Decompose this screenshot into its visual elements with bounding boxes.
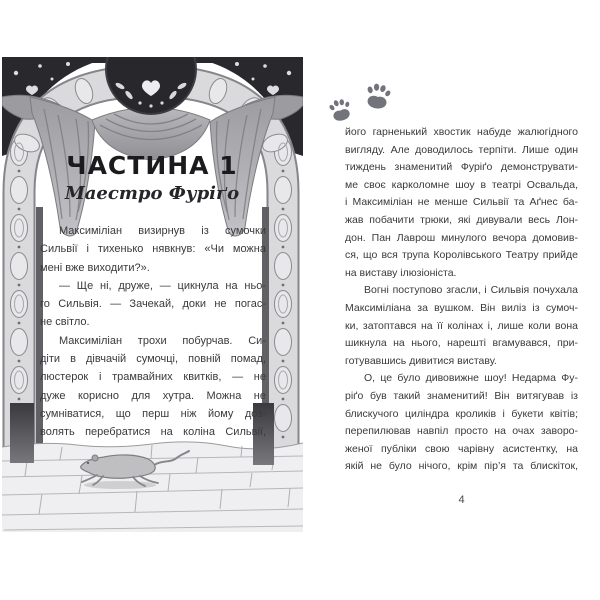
text-line: ки, затоптався на її колінах і, лише коли вона (345, 319, 578, 332)
paragraph (345, 282, 578, 370)
page-number: 4 (458, 494, 465, 506)
text-line: ріґо був такий знаменитий! Він витягував із (345, 389, 578, 402)
text-line: вигляду. Але доводилось терпіти. Лише один (345, 143, 578, 156)
right-page-text (345, 124, 578, 476)
text-line: Максиміліан трохи побурчав. Си- (59, 334, 266, 347)
text-line: Максиміліана за вушком. Він виліз із сумоч- (345, 301, 578, 314)
left-page-text (40, 222, 266, 442)
top-medallion (106, 57, 196, 114)
text-line: Максиміліан визирнув із сумочки (59, 225, 266, 237)
mouse-ear (92, 455, 98, 461)
text-line: ме своє карколомне шоу в театрі Освальда, (345, 178, 578, 191)
text-line: ся, що вся трупа Королівського Театру прийде (345, 249, 578, 262)
text-line: дон. Пан Лаврош минулого вечора домовив- (345, 231, 578, 244)
text-line: і Максиміліан не менше Сильвії та Аґнес ба- (345, 196, 578, 209)
text-line: мені вже виходити?». (40, 261, 150, 274)
text-line: на виставу ілюзіоніста. (345, 266, 457, 279)
text-line: шикнула на нього, нарешті вгамувався, при- (345, 337, 578, 350)
text-line: го Сильвія. — Зачекай, доки не погас- (40, 298, 266, 311)
mouse-eye (87, 462, 89, 464)
paragraph (345, 124, 578, 282)
text-line: женої публіки свою чарівну асистентку, на (345, 442, 578, 455)
text-line: Сильвії і тихенько нявкнув: «Чи можна (40, 243, 266, 256)
text-line: якій не було нічого, крім пір’я та блискіток, (345, 460, 578, 473)
text-line: діти в дівчачій сумочці, повній помад, (40, 353, 266, 366)
text-line: перепилював навпіл просто на очах заворо- (345, 425, 578, 438)
text-line: дуже корисно для хутра. Можна не (40, 389, 266, 402)
text-line: О, це було дивовижне шоу! Недарма Фу- (364, 372, 578, 385)
text-line: Вогні поступово згасли, і Сильвія почухала (364, 284, 578, 297)
paragraph (40, 277, 266, 332)
part-subtitle: Маестро Фуріґо (64, 183, 240, 204)
text-line: його гарненький хвостик набуде жалюгідного (345, 126, 578, 138)
paw-print-icon (361, 78, 395, 112)
arch-post-left (10, 403, 34, 463)
text-line: блискучого циліндра кроликів і букети квітів; (345, 407, 578, 420)
text-line: люстерок і трамвайних квитків, — не (40, 371, 266, 384)
paragraph (345, 370, 578, 476)
paragraph (40, 222, 266, 277)
text-line: готувавшись дивитися виставу. (345, 354, 497, 367)
part-title: ЧАСТИНА 1 (66, 151, 238, 180)
paw-print-icon (324, 93, 356, 125)
text-line: не світло. (40, 316, 90, 329)
text-line: волять перебратися на коліна Сильвії, (40, 426, 266, 439)
text-line: сумніватися, що перш ніж йому доз- (40, 407, 266, 420)
text-line: тиждень знаменитий Фуріґо демонструвати- (345, 161, 578, 174)
paragraph (40, 332, 266, 442)
text-line: — Ще ні, друже, — цикнула на ньо- (59, 279, 266, 292)
text-line: жав побачити трюки, які дивували весь Лон- (345, 213, 578, 226)
